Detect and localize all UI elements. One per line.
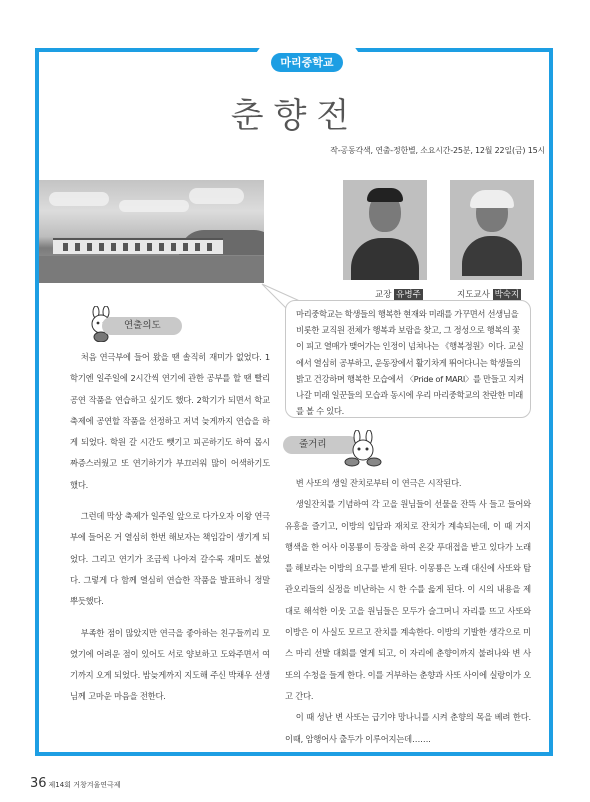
principal-caption bbox=[375, 288, 423, 300]
teacher-role: 지도교사 bbox=[457, 290, 490, 300]
principal-portrait bbox=[343, 180, 427, 280]
teacher-caption bbox=[457, 288, 521, 300]
principal-role: 교장 bbox=[375, 290, 392, 300]
school-intro-text: 마리중학교는 학생들의 행복한 현재와 미래를 가꾸면서 선생님을 비롯한 교직원 전체가 행복과 보람을 찾고, 그 정성으로 행복의 꽃이 피고 열매가 맺어가는 인정이 넘쳐나는 《행복정원》이다. 교실에서 열심히 공부하고, 운동장에서 활기차게 뛰어다니는 학생들의 밝고 건강하며 행복한 모습에서 〈Pride of MARI〉를 만들고 지켜나갈 미래 일꾼들의 모습과 동시에 우리 마리중학교의 찬란한 미래를 볼 수 있다. bbox=[296, 309, 524, 417]
direction-paragraph: 처음 연극부에 들어 왔을 땐 솔직히 재미가 없었다. 1학기엔 일주일에 2시간씩 연기에 관한 공부를 할 땐 빨리 공연 작품을 연습하고 싶기도 했다. 2학기가 되면서 학교 축제에 공연할 작품을 선정하고 저녁 늦게까지 연습을 하게 되었다. 학원 갈 시간도 뺏기고 피곤하기도 하여 몹시 짜증스러웠고 또 연기하기가 부끄러워 많이 어색하기도 했다. bbox=[70, 352, 270, 490]
section-label-synopsis: 줄거리 bbox=[283, 436, 358, 454]
school-intro-callout bbox=[285, 300, 531, 418]
direction-body bbox=[70, 347, 270, 708]
synopsis-paragraph: 변 사또의 생일 잔치로부터 이 연극은 시작된다. bbox=[295, 478, 462, 488]
synopsis-paragraph: 이 때 성난 변 사또는 급기야 망나니를 시켜 춘향의 목을 베려 한다. 이때, 암행어사 출두가 이루어지는데……. bbox=[285, 712, 531, 744]
direction-paragraph: 그런데 막상 축제가 일주일 앞으로 다가오자 이왕 연극부에 들어온 거 열심히 한번 해보자는 책임감이 생기게 되었다. 그리고 연기가 조금씩 나아져 갈수록 재미도 붙었다. 그렇게 다 함께 열심히 연습한 작품을 발표하니 정말 뿌듯했다. bbox=[70, 511, 270, 607]
credits-line: 작-공동각색, 연출-정한별, 소요시간-25분, 12월 22일(금) 15시 bbox=[330, 146, 545, 155]
teacher-name: 박숙지 bbox=[494, 290, 520, 300]
direction-paragraph: 부족한 점이 많았지만 연극을 좋아하는 친구들끼리 모였기에 어려운 점이 있어도 서로 양보하고 도와주면서 여기까지 오게 되었다. 밤늦게까지 지도해 주신 박채우 선생님께 고마운 마음을 전한다. bbox=[70, 627, 270, 702]
school-name-badge: 마리중학교 bbox=[271, 53, 343, 72]
synopsis-paragraph: 생일잔치를 기념하여 각 고을 원님들이 선물을 잔뜩 사 들고 들어와 유흥을 즐기고, 이방의 입담과 재치로 잔치가 계속되는데, 이 때 거지 행색을 한 어사 이몽룡이 등장을 하여 온갖 푸대접을 받고 있다가 노래를 해보라는 이방의 요구를 받게 된다. 이몽룡은 노래 대신에 사또와 탐관오리들의 실정을 비난하는 시 한 수를 읊게 된다. 이 시의 내용을 제대로 해석한 이웃 고을 원님들은 모두가 슬그머니 자리를 뜨고 사또와 이방은 이 사실도 모르고 잔치를 계속한다. 이방의 기발한 생각으로 미스 마리 선발 대회를 열게 되고, 이 자리에 춘향이까지 불려나와 변 사또의 수청을 들게 한다. 이를 거부하는 춘향과 사또 사이에 실랑이가 오고 간다. bbox=[285, 499, 531, 701]
teacher-portrait bbox=[450, 180, 534, 280]
page-number: 36 bbox=[30, 776, 47, 791]
page-footer bbox=[30, 776, 121, 791]
principal-name: 유병주 bbox=[396, 290, 421, 300]
synopsis-body bbox=[285, 473, 531, 750]
event-name: 제14회 거창겨울연극제 bbox=[48, 781, 121, 789]
mascot-icon bbox=[343, 430, 383, 470]
section-label-direction: 연출의도 bbox=[102, 317, 182, 335]
play-title: 춘향전 bbox=[230, 96, 360, 136]
school-building-photo bbox=[39, 180, 264, 283]
